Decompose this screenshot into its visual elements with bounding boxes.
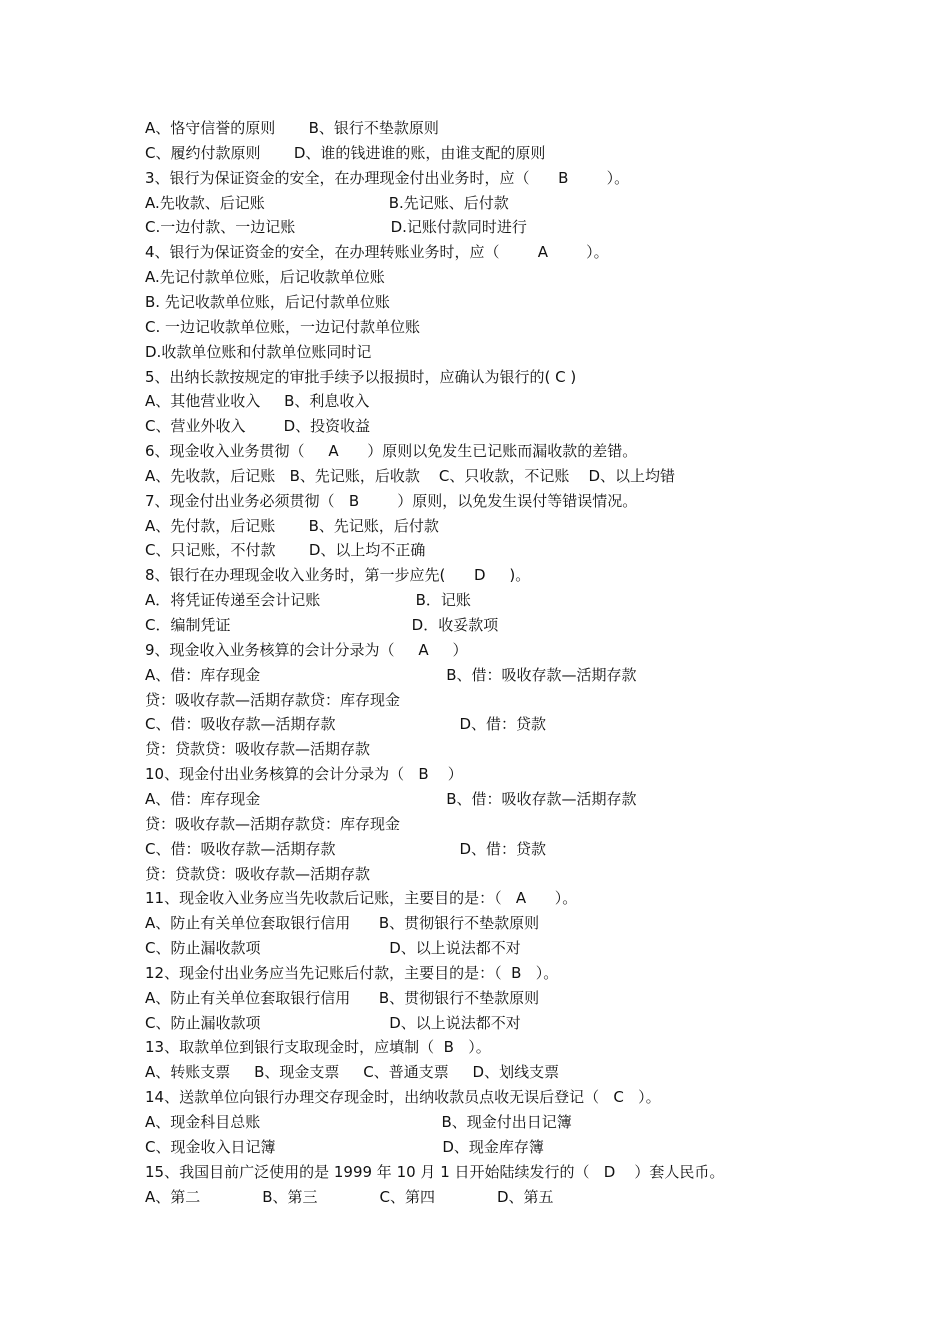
text-line: C. 一边记收款单位账，一边记付款单位账 bbox=[145, 317, 421, 336]
text-line: 贷：贷款贷：吸收存款—活期存款 bbox=[145, 740, 371, 759]
text-line: 9、现金收入业务核算的会计分录为（ A ） bbox=[145, 640, 468, 659]
text-line: C、只记账，不付款 D、以上均不正确 bbox=[145, 541, 426, 560]
text-line: C、借：吸收存款—活期存款 D、借：贷款 bbox=[145, 715, 546, 734]
text-line: C、履约付款原则 D、谁的钱进谁的账，由谁支配的原则 bbox=[145, 143, 546, 162]
text-line: A、恪守信誉的原则 B、银行不垫款原则 bbox=[145, 119, 439, 137]
text-line: A.先收款、后记账 B.先记账、后付款 bbox=[145, 193, 509, 212]
text-line: C、防止漏收款项 D、以上说法都不对 bbox=[145, 939, 521, 958]
text-line: A、借：库存现金 B、借：吸收存款—活期存款 bbox=[145, 665, 637, 684]
text-line: A、防止有关单位套取银行信用 B、贯彻银行不垫款原则 bbox=[145, 914, 540, 933]
text-line: A.先记付款单位账，后记收款单位账 bbox=[145, 268, 385, 287]
text-line: C、借：吸收存款—活期存款 D、借：贷款 bbox=[145, 839, 546, 858]
text-line: C、现金收入日记簿 D、现金库存簿 bbox=[145, 1137, 544, 1156]
text-line: A、防止有关单位套取银行信用 B、贯彻银行不垫款原则 bbox=[145, 988, 540, 1007]
text-line: 7、现金付出业务必须贯彻（ B ）原则，以免发生误付等错误情况。 bbox=[145, 491, 638, 510]
text-line: A、其他营业收入 B、利息收入 bbox=[145, 392, 370, 411]
text-line: C、防止漏收款项 D、以上说法都不对 bbox=[145, 1013, 521, 1032]
text-line: 13、取款单位到银行支取现金时，应填制（ B ）。 bbox=[145, 1038, 491, 1057]
text-line: 11、现金收入业务应当先收款后记账，主要目的是：（ A ）。 bbox=[145, 889, 578, 908]
text-line: 5、出纳长款按规定的审批手续予以报损时，应确认为银行的( C ) bbox=[145, 367, 577, 386]
text-line: 14、送款单位向银行办理交存现金时，出纳收款员点收无误后登记（ C ）。 bbox=[145, 1088, 661, 1107]
text-line: 12、现金付出业务应当先记账后付款，主要目的是：（ B ）。 bbox=[145, 963, 559, 982]
text-line: 8、银行在办理现金收入业务时，第一步应先( D )。 bbox=[145, 566, 531, 585]
text-line: 6、现金收入业务贯彻（ A ）原则以免发生已记账而漏收款的差错。 bbox=[145, 442, 638, 461]
text-line: 4、银行为保证资金的安全，在办理转账业务时，应（ A ）。 bbox=[145, 243, 609, 262]
text-line: A、转账支票 B、现金支票 C、普通支票 D、划线支票 bbox=[145, 1063, 560, 1082]
text-line: D.收款单位账和付款单位账同时记 bbox=[145, 342, 372, 361]
text-line: 贷：吸收存款—活期存款贷：库存现金 bbox=[145, 814, 401, 833]
text-line: A、先收款，后记账 B、先记账，后收款 C、只收款，不记账 D、以上均错 bbox=[145, 466, 676, 485]
text-line: 15、我国目前广泛使用的是 1999 年 10 月 1 日开始陆续发行的（ D ）套人民币。 bbox=[145, 1162, 725, 1181]
text-line: A．将凭证传递至会计记账 B．记账 bbox=[145, 591, 471, 610]
text-line: B. 先记收款单位账，后记付款单位账 bbox=[145, 292, 390, 311]
text-line: A、现金科目总账 B、现金付出日记簿 bbox=[145, 1113, 572, 1131]
text-line: C．编制凭证 D．收妥款项 bbox=[145, 616, 499, 634]
text-line: A、借：库存现金 B、借：吸收存款—活期存款 bbox=[145, 789, 637, 808]
text-line: 贷：吸收存款—活期存款贷：库存现金 bbox=[145, 690, 401, 709]
text-line: C.一边付款、一边记账 D.记账付款同时进行 bbox=[145, 218, 527, 237]
text-line: 贷：贷款贷：吸收存款—活期存款 bbox=[145, 864, 371, 883]
text-line: 3、银行为保证资金的安全，在办理现金付出业务时，应（ B ）。 bbox=[145, 168, 630, 187]
text-line: A、先付款，后记账 B、先记账，后付款 bbox=[145, 516, 439, 535]
text-line: A、第二 B、第三 C、第四 D、第五 bbox=[145, 1187, 554, 1206]
text-line: C、营业外收入 D、投资收益 bbox=[145, 417, 371, 436]
text-line: 10、现金付出业务核算的会计分录为（ B ） bbox=[145, 765, 463, 784]
